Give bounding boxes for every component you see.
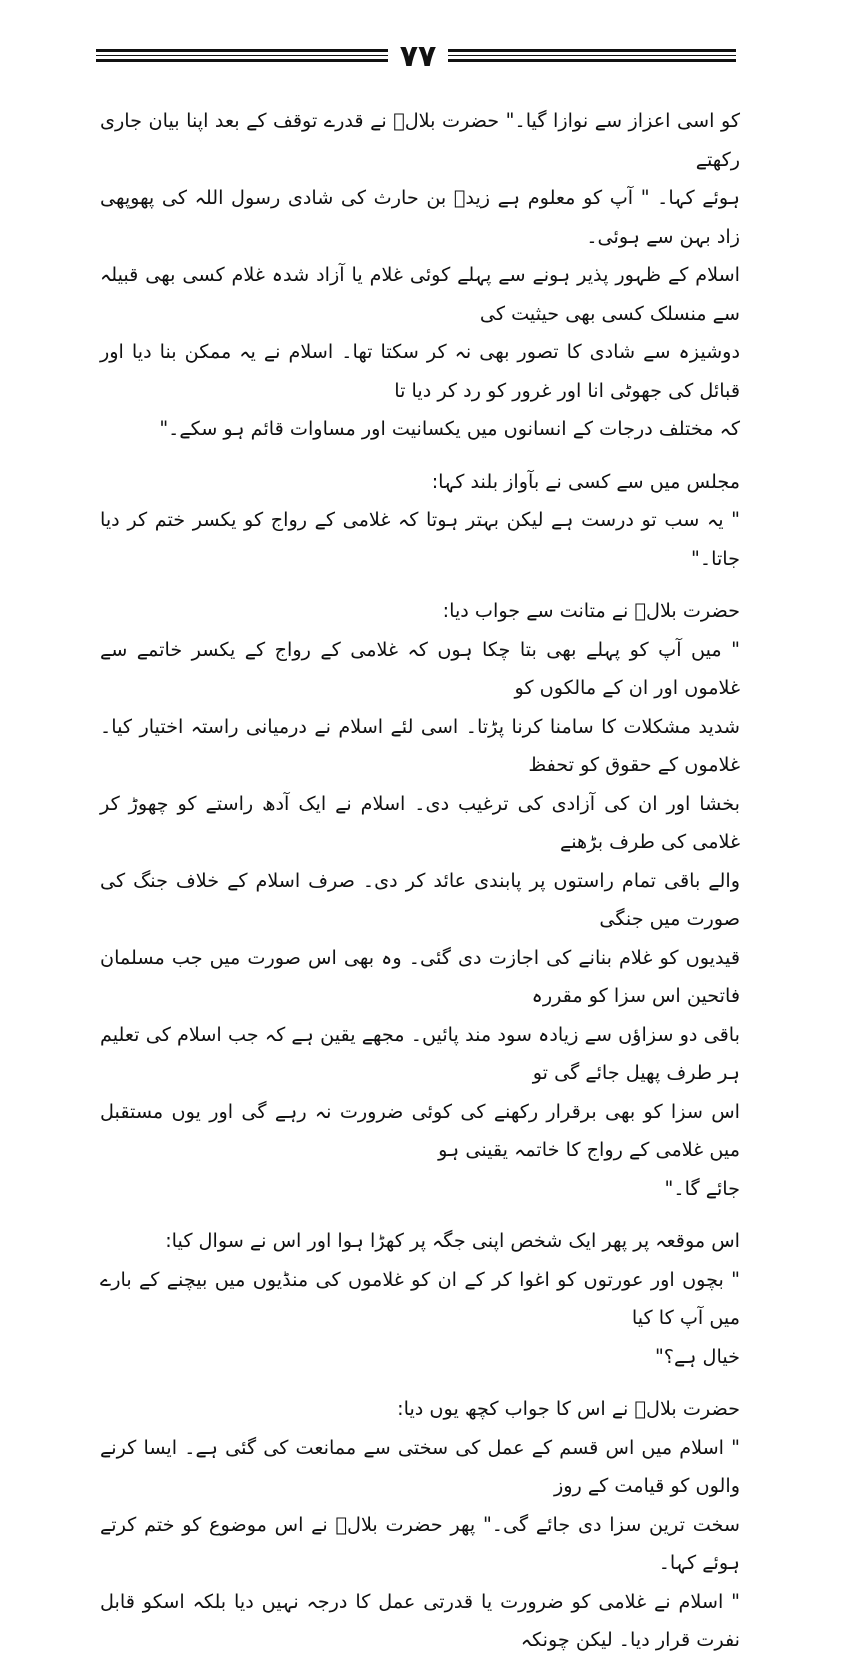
paragraph-3 <box>100 592 740 1208</box>
page-number: ۷۷ <box>388 38 448 76</box>
text-line: حضرت بلالؓ نے متانت سے جواب دیا: <box>442 599 740 622</box>
text-line: " یہ سب تو درست ہے لیکن بہتر ہوتا کہ غلامی کے رواج کو یکسر ختم کر دیا جاتا۔" <box>100 508 740 570</box>
paragraph-2 <box>100 463 740 579</box>
paragraph-1 <box>100 102 740 449</box>
text-line: والے باقی تمام راستوں پر پابندی عائد کر دی۔ صرف اسلام کے خلاف جنگ کی صورت میں جنگی <box>100 868 740 930</box>
text-line: خیال ہے؟" <box>654 1344 740 1368</box>
text-line: کہ مختلف درجات کے انسانوں میں یکسانیت اور مساوات قائم ہو سکے۔" <box>159 417 740 440</box>
text-line: شدید مشکلات کا سامنا کرنا پڑتا۔ اسی لئے اسلام نے درمیانی راستہ اختیار کیا۔ غلاموں کے حقوق کو تحفظ <box>100 714 740 776</box>
text-line: مجلس میں سے کسی نے بآواز بلند کہا: <box>431 469 740 493</box>
text-line: بخشا اور ان کی آزادی کی ترغیب دی۔ اسلام نے ایک آدھ راستے کو چھوڑ کر غلامی کی طرف بڑھنے <box>100 791 740 853</box>
text-line: حضرت بلالؓ نے اس کا جواب کچھ یوں دیا: <box>397 1397 740 1420</box>
text-line: اس سزا کو بھی برقرار رکھنے کی کوئی ضرورت نہ رہے گی اور یوں مستقبل میں غلامی کے رواج کا خاتمہ یقینی ہو <box>100 1099 740 1161</box>
text-line: اسلام کے ظہور پذیر ہونے سے پہلے کوئی غلام یا آزاد شدہ غلام کسی بھی قبیلہ سے منسلک کسی بھی حیثیت کی <box>100 263 740 325</box>
text-line: " میں آپ کو پہلے بھی بتا چکا ہوں کہ غلامی کے رواج کے یکسر خاتمے سے غلاموں اور ان کے مالکوں کو <box>100 637 740 699</box>
text-line: " بچوں اور عورتوں کو اغوا کر کے ان کو غلاموں کی منڈیوں میں بیچنے کے بارے میں آپ کا کیا <box>100 1267 740 1329</box>
paragraph-4 <box>100 1222 740 1376</box>
text-line: " اسلام نے غلامی کو ضرورت یا قدرتی عمل کا درجہ نہیں دیا بلکہ اسکو قابل نفرت قرار دیا۔ لیکن چونکہ <box>100 1589 740 1651</box>
text-line: باقی دو سزاؤں سے زیادہ سود مند پائیں۔ مجھے یقین ہے کہ جب اسلام کی تعلیم ہر طرف پھیل جائے گی تو <box>100 1022 740 1084</box>
text-line: ہوئے کہا۔ " آپ کو معلوم ہے زیدؓ بن حارث کی شادی رسول اللہ کی پھوپھی زاد بہن سے ہوئی۔ <box>100 186 740 248</box>
text-line: " اسلام میں اس قسم کے عمل کی سختی سے ممانعت کی گئی ہے۔ ایسا کرنے والوں کو قیامت کے روز <box>100 1435 740 1497</box>
text-line: اس موقعہ پر پھر ایک شخص اپنی جگہ پر کھڑا ہوا اور اس نے سوال کیا: <box>165 1229 740 1252</box>
text-line: جائے گا۔" <box>664 1176 740 1200</box>
page-header <box>96 39 736 74</box>
paragraph-5 <box>100 1390 740 1660</box>
text-line: قیدیوں کو غلام بنانے کی اجازت دی گئی۔ وہ بھی اس صورت میں جب مسلمان فاتحین اس سزا کو مقررہ <box>100 945 740 1007</box>
text-line: کو اسی اعزاز سے نوازا گیا۔" حضرت بلالؓ نے قدرے توقف کے بعد اپنا بیان جاری رکھتے <box>100 109 740 171</box>
page-body <box>100 102 740 1660</box>
text-line: سخت ترین سزا دی جائے گی۔" پھر حضرت بلالؓ نے اس موضوع کو ختم کرتے ہوئے کہا۔ <box>100 1512 740 1574</box>
text-line: دوشیزہ سے شادی کا تصور بھی نہ کر سکتا تھا۔ اسلام نے یہ ممکن بنا دیا اور قبائل کی جھوٹی انا اور غرور کو رد کر دیا تا <box>100 340 740 402</box>
